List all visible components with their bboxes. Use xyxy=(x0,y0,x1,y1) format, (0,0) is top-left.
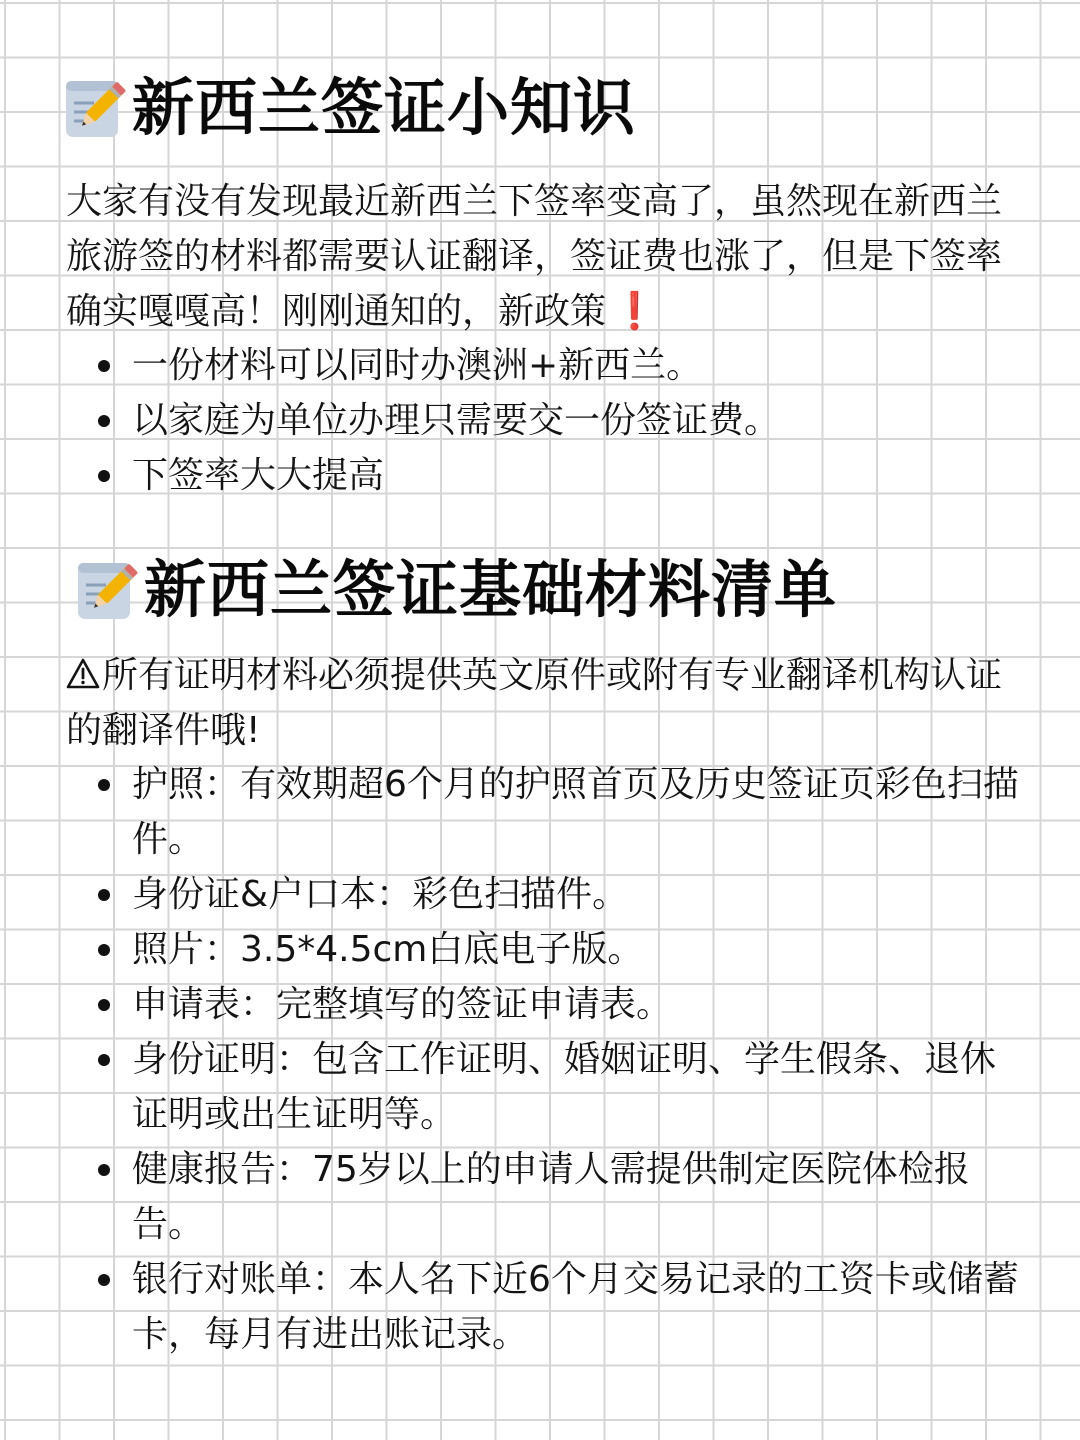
bullet-dot xyxy=(98,779,110,791)
list-item xyxy=(66,448,1026,503)
list-item xyxy=(66,922,1026,977)
bullet-dot xyxy=(98,1164,110,1176)
list-item-text: 照片：3.5*4.5cm白底电子版。 xyxy=(132,929,644,970)
warning-paragraph xyxy=(66,648,1026,758)
memo-pencil-icon xyxy=(64,75,126,141)
warning-triangle-icon xyxy=(66,657,100,691)
bullet-dot xyxy=(98,470,110,482)
list-item-text: 一份材料可以同时办澳洲+新西兰。 xyxy=(132,345,703,386)
list-item xyxy=(66,977,1026,1032)
list-item-text: 身份证明：包含工作证明、婚姻证明、学生假条、退休证明或出生证明等。 xyxy=(132,1039,997,1135)
list-item xyxy=(66,1032,1026,1142)
bullet-dot xyxy=(98,1274,110,1286)
list-item xyxy=(66,338,1026,393)
bullet-dot xyxy=(98,415,110,427)
list-item xyxy=(66,867,1026,922)
section-2-title: 新西兰签证基础材料清单 xyxy=(144,553,838,626)
list-item-text: 护照：有效期超6个月的护照首页及历史签证页彩色扫描件。 xyxy=(132,764,1019,860)
intro-text: 大家有没有发现最近新西兰下签率变高了，虽然现在新西兰旅游签的材料都需要认证翻译，签证费也涨了，但是下签率确实嘎嘎高！刚刚通知的，新政策 xyxy=(66,181,1003,332)
bullet-dot xyxy=(98,1054,110,1066)
list-item xyxy=(66,393,1026,448)
new-policy-list xyxy=(66,338,1026,503)
materials-checklist xyxy=(66,757,1026,1362)
section-2-heading xyxy=(76,550,837,630)
list-item-text: 下签率大大提高 xyxy=(132,455,385,496)
section-1-title: 新西兰签证小知识 xyxy=(132,71,637,144)
bullet-dot xyxy=(98,889,110,901)
list-item xyxy=(66,1252,1026,1362)
bullet-dot xyxy=(98,999,110,1011)
section-1-heading xyxy=(64,68,636,148)
list-item-text: 申请表：完整填写的签证申请表。 xyxy=(132,984,673,1025)
red-exclamation-icon: ❗ xyxy=(612,291,657,332)
list-item-text: 健康报告：75岁以上的申请人需提供制定医院体检报告。 xyxy=(132,1149,970,1245)
list-item-text: 身份证&户口本：彩色扫描件。 xyxy=(132,874,629,915)
list-item-text: 以家庭为单位办理只需要交一份签证费。 xyxy=(132,400,781,441)
bullet-dot xyxy=(98,360,110,372)
bullet-dot xyxy=(98,944,110,956)
list-item-text: 银行对账单：本人名下近6个月交易记录的工资卡或储蓄卡，每月有进出账记录。 xyxy=(132,1259,1019,1355)
warning-text: 所有证明材料必须提供英文原件或附有专业翻译机构认证的翻译件哦! xyxy=(66,655,1003,751)
list-item xyxy=(66,1142,1026,1252)
list-item xyxy=(66,757,1026,867)
intro-paragraph xyxy=(66,174,1026,339)
memo-pencil-icon xyxy=(76,557,138,623)
